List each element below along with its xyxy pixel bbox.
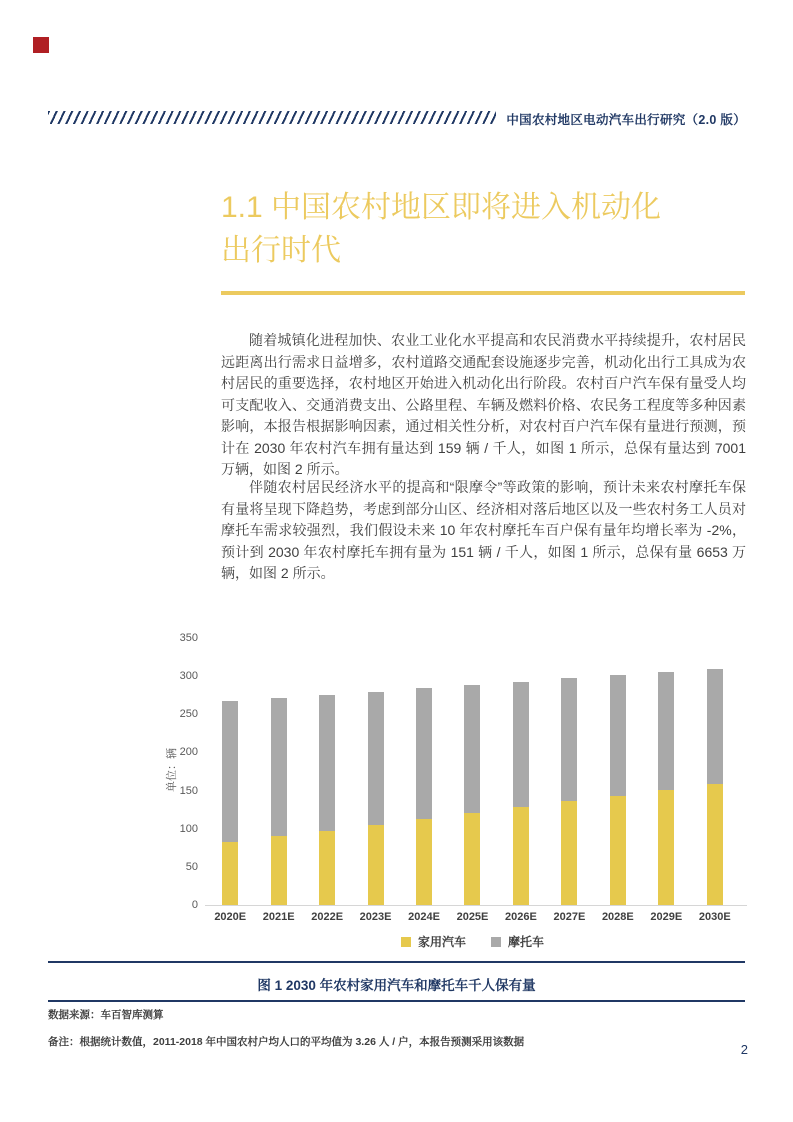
y-tick-label: 0 bbox=[191, 899, 198, 911]
bar-segment-car bbox=[464, 813, 480, 905]
x-tick-label: 2021E bbox=[262, 911, 295, 923]
bar-segment-motorcycle bbox=[271, 698, 287, 836]
bar-slot-2029E bbox=[642, 638, 690, 905]
caption-rule-bottom bbox=[48, 1000, 745, 1002]
x-tick-label: 2026E bbox=[505, 911, 537, 923]
bar-slot-2028E bbox=[594, 638, 642, 905]
x-tick-label: 2029E bbox=[650, 911, 683, 923]
bar-segment-car bbox=[319, 831, 335, 905]
stacked-bar-2024E bbox=[416, 688, 432, 905]
y-tick-label: 100 bbox=[179, 822, 198, 835]
x-tick-label: 2025E bbox=[456, 911, 489, 923]
bar-segment-motorcycle bbox=[222, 701, 238, 842]
bar-segment-motorcycle bbox=[416, 688, 432, 818]
bar-segment-motorcycle bbox=[658, 672, 674, 789]
section-title bbox=[221, 186, 761, 272]
stacked-bar-2028E bbox=[610, 675, 626, 905]
page-number: 2 bbox=[740, 1042, 748, 1057]
legend-swatch-car bbox=[401, 937, 411, 947]
y-tick-label: 250 bbox=[179, 708, 198, 721]
figure-caption: 图 1 2030 年农村家用汽车和摩托车千人保有量 bbox=[257, 978, 536, 993]
paragraph-2: 伴随农村居民经济水平的提高和“限摩令”等政策的影响，预计未来农村摩托车保有量将呈现下降趋势，考虑到部分山区、经济相对落后地区以及一些农村务工人员对摩托车需求较强烈，我们假设未来 10 年农村摩托车百户保有量年均增长率为 -2%，预计到 2030 年农村摩托车拥有量为 151 辆 / 千人，如图 1 所示，总保有量 6653 万辆，如图 2 所示。 bbox=[221, 479, 746, 581]
bar-slot-2023E bbox=[351, 638, 399, 905]
footnote-data-source: 数据来源：车百智库测算 bbox=[48, 1009, 164, 1021]
y-tick-label: 50 bbox=[185, 860, 198, 873]
stacked-bar-2022E bbox=[319, 695, 335, 905]
x-tick-label: 2027E bbox=[553, 911, 586, 923]
bar-slot-2020E bbox=[206, 638, 254, 905]
stacked-bar-2029E bbox=[658, 672, 674, 905]
x-tick-label: 2022E bbox=[311, 911, 344, 923]
bar-segment-motorcycle bbox=[513, 682, 529, 807]
bar-segment-car bbox=[658, 790, 674, 905]
x-tick-label: 2020E bbox=[214, 911, 247, 923]
legend-label-car: 家用汽车 bbox=[417, 935, 466, 949]
brand-logo-red-square bbox=[33, 37, 49, 53]
x-tick-label: 2024E bbox=[408, 911, 440, 923]
bar-segment-motorcycle bbox=[610, 675, 626, 796]
footnote-remark: 备注：根据统计数值，2011-2018 年中国农村户均人口的平均值为 3.26 人 / 户，本报告预测采用该数据 bbox=[48, 1036, 525, 1048]
bar-slot-2030E bbox=[691, 638, 739, 905]
y-tick-label: 350 bbox=[179, 632, 198, 644]
title-underline-rule bbox=[221, 291, 745, 295]
bar-segment-motorcycle bbox=[368, 692, 384, 825]
bar-slot-2022E bbox=[303, 638, 351, 905]
bar-segment-car bbox=[513, 807, 529, 905]
y-tick-label: 150 bbox=[179, 784, 198, 797]
stacked-bar-2023E bbox=[368, 692, 384, 905]
bar-slot-2027E bbox=[545, 638, 593, 905]
stacked-bar-2030E bbox=[707, 669, 723, 905]
bar-segment-car bbox=[271, 836, 287, 905]
legend-swatch-motorcycle bbox=[491, 937, 501, 947]
bar-segment-motorcycle bbox=[319, 695, 335, 831]
plot-area bbox=[206, 638, 739, 905]
section-title-line2: 出行时代 bbox=[221, 234, 341, 267]
y-axis-title: 单位：辆 bbox=[166, 748, 178, 792]
bar-segment-motorcycle bbox=[707, 669, 723, 784]
y-tick-label: 200 bbox=[179, 746, 198, 759]
stacked-bar-2021E bbox=[271, 698, 287, 905]
bar-segment-car bbox=[707, 784, 723, 905]
paragraph-1: 随着城镇化进程加快、农业工业化水平提高和农民消费水平持续提升，农村居民远距离出行需求日益增多，农村道路交通配套设施逐步完善，机动化出行工具成为农村居民的重要选择，农村地区开始进入机动化出行阶段。农村百户汽车保有量受人均可支配收入、交通消费支出、公路里程、车辆及燃料价格、农民务工程度等多种因素影响，本报告根据影响因素，通过相关性分析，对农村百户汽车保有量进行预测，预计在 2030 年农村汽车拥有量达到 159 辆 / 千人，如图 1 所示，总保有量达到 7001 万辆，如图 2 所示。 bbox=[221, 332, 746, 477]
section-title-line1: 1.1 中国农村地区即将进入机动化 bbox=[221, 191, 662, 224]
stacked-bar-2027E bbox=[561, 678, 577, 905]
x-tick-label: 2030E bbox=[698, 911, 731, 923]
bar-slot-2026E bbox=[497, 638, 545, 905]
bar-segment-motorcycle bbox=[464, 685, 480, 812]
bar-segment-motorcycle bbox=[561, 678, 577, 801]
bar-slot-2021E bbox=[254, 638, 302, 905]
bar-segment-car bbox=[610, 796, 626, 905]
legend-label-motorcycle: 摩托车 bbox=[508, 935, 545, 949]
y-tick-label: 300 bbox=[179, 670, 198, 683]
stacked-bar-2020E bbox=[222, 701, 238, 905]
header-hatch-rule bbox=[48, 111, 496, 124]
bar-slot-2025E bbox=[448, 638, 496, 905]
bar-segment-car bbox=[222, 842, 238, 905]
bar-segment-car bbox=[368, 825, 384, 905]
bar-segment-car bbox=[561, 801, 577, 905]
header-doc-title: 中国农村地区电动汽车出行研究（2.0 版） bbox=[506, 113, 746, 127]
x-axis-tick-labels bbox=[206, 911, 739, 923]
chart-legend bbox=[206, 933, 739, 950]
bar-slot-2024E bbox=[400, 638, 448, 905]
caption-rule-top bbox=[48, 961, 745, 963]
bar-segment-car bbox=[416, 819, 432, 905]
x-tick-label: 2023E bbox=[359, 911, 392, 923]
x-axis-line bbox=[205, 905, 747, 906]
x-tick-label: 2028E bbox=[601, 911, 634, 923]
stacked-bar-2026E bbox=[513, 682, 529, 905]
stacked-bar-2025E bbox=[464, 685, 480, 905]
